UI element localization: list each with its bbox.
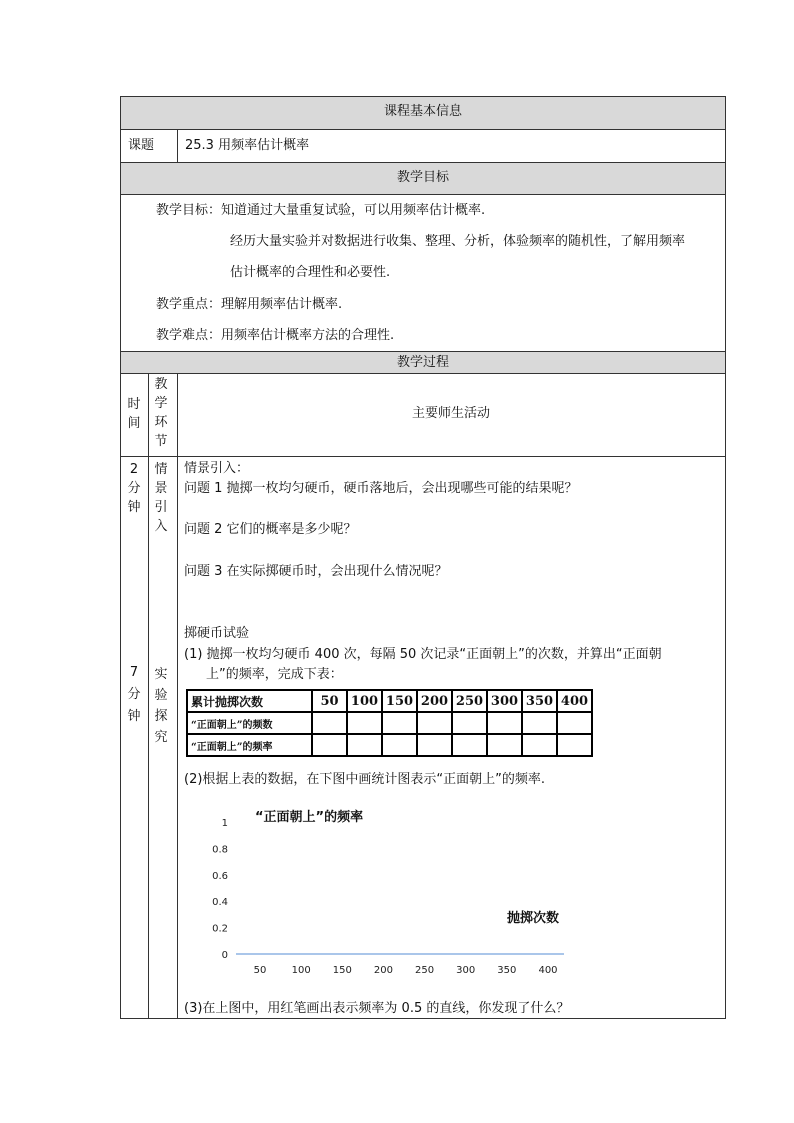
count-cell: 400: [557, 690, 592, 712]
key-point: 教学重点：理解用频率估计概率.: [156, 297, 343, 312]
empty-cell[interactable]: [312, 712, 347, 734]
course-topic: 25.3 用频率估计概率: [185, 138, 310, 153]
empty-cell[interactable]: [382, 734, 417, 756]
question-3: 问题 3 在实际掷硬币时，会出现什么情况呢？: [184, 564, 448, 579]
count-cell: 50: [312, 690, 347, 712]
count-cell: 150: [382, 690, 417, 712]
empty-cell[interactable]: [347, 734, 382, 756]
chart-xlabel: 抛掷次数: [507, 911, 560, 926]
rule: [148, 373, 149, 1018]
empty-cell[interactable]: [382, 712, 417, 734]
objectives-title: 教学目标: [396, 170, 449, 185]
empty-cell[interactable]: [522, 712, 557, 734]
chart-title: “正面朝上”的频率: [255, 810, 364, 825]
y-tick-label: 0: [221, 950, 228, 961]
x-tick-label: 200: [373, 965, 393, 976]
col-stage-char: 教: [154, 377, 168, 392]
count-cell: 350: [522, 690, 557, 712]
task-1-line-1: (1) 抛掷一枚均匀硬币 400 次，每隔 50 次记录“正面朝上”的次数，并算出“正面朝: [184, 647, 662, 662]
table-row: [187, 734, 592, 756]
empty-cell[interactable]: [417, 712, 452, 734]
y-tick-label: 0.6: [212, 870, 228, 882]
question-2: 问题 2 它们的概率是多少呢？: [184, 522, 357, 537]
course-label: 课题: [128, 138, 155, 153]
count-cell: 200: [417, 690, 452, 712]
frequency-chart: [200, 800, 600, 985]
s1-stage-char: 引: [154, 500, 168, 515]
question-1: 问题 1 抛掷一枚均匀硬币，硬币落地后，会出现哪些可能的结果呢？: [184, 481, 578, 496]
s1-time-char: 钟: [127, 500, 141, 515]
frequency-table: [186, 689, 593, 757]
task-2: (2)根据上表的数据，在下图中画统计图表示“正面朝上”的频率.: [184, 772, 546, 787]
table-row: [187, 712, 592, 734]
objective-line: 教学目标：知道通过大量重复试验，可以用频率估计概率.: [156, 203, 486, 218]
table-row: [187, 690, 592, 712]
rule: [121, 194, 725, 195]
x-tick-label: 250: [415, 965, 435, 976]
rule: [121, 162, 725, 163]
col-time-char: 时: [127, 397, 141, 412]
course-info-title: 课程基本信息: [383, 104, 462, 119]
s2-time-char: 7: [129, 665, 139, 680]
s2-time-char: 钟: [127, 709, 141, 724]
objective-line: 经历大量实验并对数据进行收集、整理、分析，体验频率的随机性，了解用频率: [230, 234, 686, 249]
s2-stage-char: 探: [154, 709, 168, 724]
x-tick-label: 150: [332, 965, 352, 976]
rule: [177, 373, 178, 1018]
y-tick-label: 0.8: [212, 844, 228, 856]
empty-cell[interactable]: [347, 712, 382, 734]
col-stage-char: 节: [154, 434, 168, 449]
s1-stage-char: 情: [154, 462, 168, 477]
empty-cell[interactable]: [557, 734, 592, 756]
empty-cell[interactable]: [557, 712, 592, 734]
rule: [177, 129, 178, 162]
s1-stage-char: 入: [154, 519, 168, 534]
rule: [121, 129, 725, 130]
s1-time-char: 2: [129, 462, 139, 477]
s1-time-char: 分: [127, 481, 141, 496]
rule: [121, 456, 725, 457]
x-tick-label: 300: [456, 965, 476, 976]
count-cell: 100: [347, 690, 382, 712]
col-activity: 主要师生活动: [411, 406, 490, 421]
y-tick-label: 1: [221, 818, 228, 829]
s1-stage-char: 景: [154, 481, 168, 496]
x-tick-label: 400: [538, 965, 558, 976]
empty-cell[interactable]: [522, 734, 557, 756]
empty-cell[interactable]: [417, 734, 452, 756]
col-stage-char: 环: [154, 415, 168, 430]
task-3: (3)在上图中，用红笔画出表示频率为 0.5 的直线，你发现了什么？: [184, 1001, 570, 1016]
s2-time-char: 分: [127, 687, 141, 702]
col-stage-char: 学: [154, 396, 168, 411]
col-time-char: 间: [127, 416, 141, 431]
s2-stage-char: 究: [154, 730, 168, 745]
s2-title: 掷硬币试验: [184, 626, 250, 641]
objective-line: 估计概率的合理性和必要性.: [230, 265, 391, 280]
row-label: “正面朝上”的频率: [187, 734, 312, 756]
x-tick-label: 350: [497, 965, 517, 976]
empty-cell[interactable]: [452, 712, 487, 734]
y-tick-label: 0.4: [212, 897, 228, 909]
count-cell: 250: [452, 690, 487, 712]
empty-cell[interactable]: [312, 734, 347, 756]
rule: [121, 373, 725, 374]
difficulty: 教学难点：用频率估计概率方法的合理性.: [156, 328, 395, 343]
empty-cell[interactable]: [487, 712, 522, 734]
s2-stage-char: 验: [154, 688, 168, 703]
y-tick-label: 0.2: [212, 923, 228, 935]
row-label: “正面朝上”的频数: [187, 712, 312, 734]
s1-title: 情景引入：: [184, 461, 250, 476]
s2-stage-char: 实: [154, 667, 168, 682]
empty-cell[interactable]: [452, 734, 487, 756]
count-cell: 300: [487, 690, 522, 712]
empty-cell[interactable]: [487, 734, 522, 756]
rule: [121, 351, 725, 352]
row-label: 累计抛掷次数: [187, 690, 312, 712]
x-tick-label: 50: [253, 965, 267, 976]
process-title: 教学过程: [396, 355, 449, 370]
x-tick-label: 100: [291, 965, 311, 976]
task-1-line-2: 上”的频率，完成下表：: [206, 667, 343, 682]
